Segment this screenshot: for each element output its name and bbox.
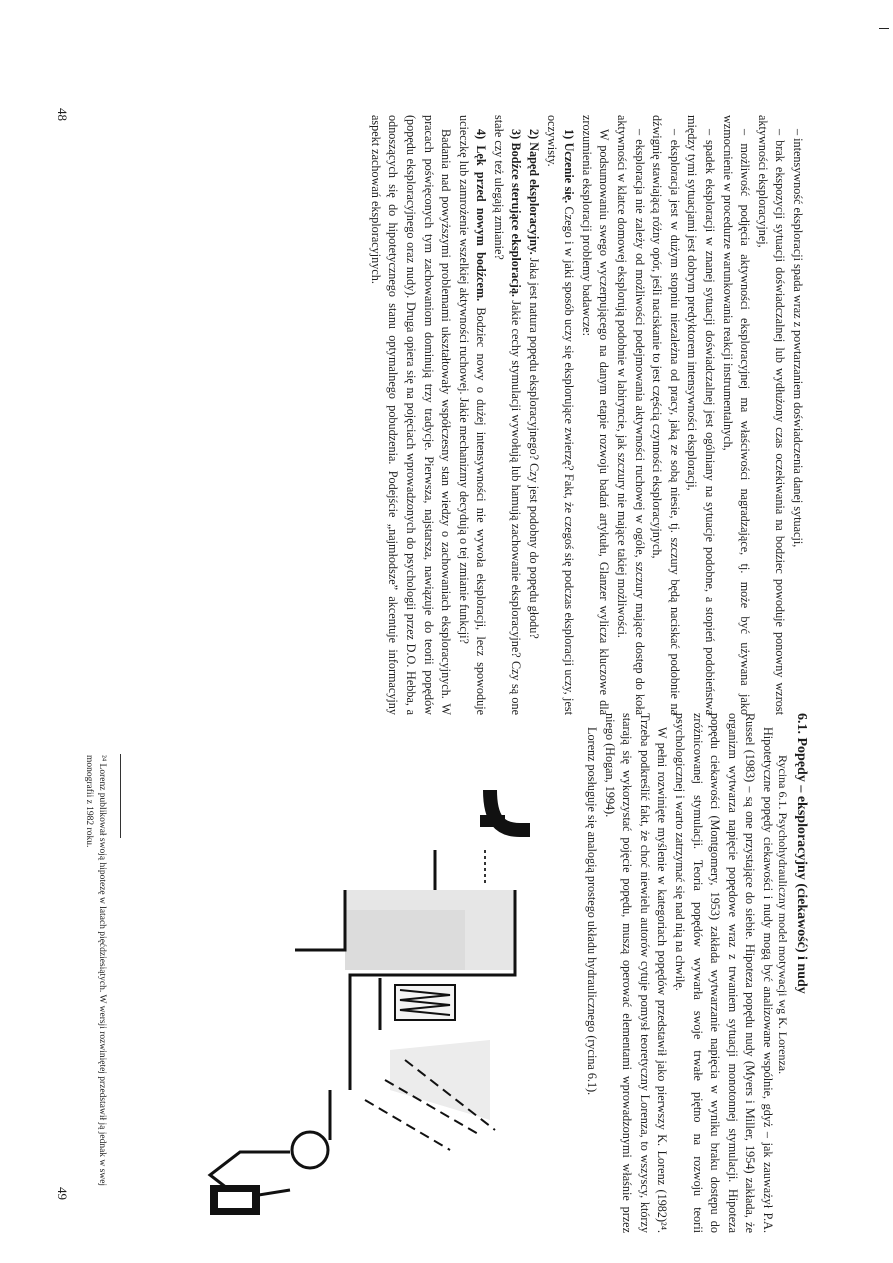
paragraph: – brak ekspozycji sytuacji doświadczalnej lub wydłużony czas oczekiwania na bodziec powoduje ponowny wzrost aktywności eksploracyjnej, bbox=[755, 115, 788, 715]
list-text: Czego i w jaki sposób uczy się eksplorujące zwierzę? Fakt, że czegoś się podczas eksploracji uczy, jest oczywisty. bbox=[544, 115, 577, 715]
list-item bbox=[489, 115, 524, 715]
pulley-weight bbox=[210, 1090, 330, 1215]
figure-caption: Rycina 6.1. Psychohydrauliczny model motywacji wg K. Lorenza. bbox=[776, 755, 790, 1075]
list-lead: Uczenie się. bbox=[562, 142, 577, 204]
list-number: 3) bbox=[509, 129, 524, 140]
list-text: Jaka jest natura popędu eksploracyjnego? Czy jest podobny do popędu głodu? bbox=[527, 254, 542, 639]
hydraulic-model-figure bbox=[150, 790, 540, 1240]
list-text: Jakie cechy stymulacji wywołują lub hamują zachowanie eksploracyjne? Czy są one stałe czy też ulegają zmianie? bbox=[491, 115, 524, 715]
spring-valve bbox=[380, 978, 455, 1030]
footnote-rule bbox=[120, 754, 121, 838]
paragraph: Badania nad powyższymi problemami ukształtowały współczesny stan wiedzy o zachowaniach eksploracyjnych. W pracach poświęconych tym zachowaniom dominują trzy tradycje. Pierwsza, najstarsza, nawiązuje do teorii popędów (popędu eksploracyjnego oraz nudy). Druga opiera się na pojęciach wprowadzonych do psychologii przez D.O. Hebba, a odnoszących się do hipotetycznego stanu optymalnego pobudzenia. Podejście „najmłodsze” akcentuje informacyjny aspekt zachowań eksploracyjnych. bbox=[368, 115, 454, 715]
paragraph: – spadek eksploracji w znanej sytuacji doświadczalnej jest ogólniany na sytuacje podobne, a stopień podobieństwa między tymi sytuacjami jest dobrym predyktorem intensywności eksploracji, bbox=[685, 115, 718, 715]
paragraph: Hipotetyczne popędy ciekawości i nudy mogą być analizowane wspólnie, gdyż – jak zauważył P.A. Russel (1983) – są one przystające do siebie. Hipoteza popędu nudy (Myers i Miller, 1954) zakłada, że organizm wytwarza napięcie popędowe wraz z trwaniem sytuacji monotonnej stymulacji. Hipoteza popędu ciekawości (Montgomery, 1953) zakłada wytwarzanie napięcia w wyniku braku dostępu do zróżnicowanej stymulacji. Teoria popędów wywarła swoje trwałe piętno na rozwoju teorii psychologicznej i warto zatrzymać się nad nią na chwilę. bbox=[673, 713, 775, 1233]
section-title: 6.1. Popędy – eksploracyjny (ciekawość) i nudy bbox=[794, 713, 809, 994]
list-number: 2) bbox=[527, 129, 542, 140]
footnote: ²⁴ Lorenz publikował swoją hipotezę w latach pięćdziesiątych. W wersji rozwiniętej przedstawił ją jednak w swej monografii z 1982 roku. bbox=[84, 755, 107, 1187]
paragraph: – eksploracja jest w dużym stopniu niezależna od pracy, jaką ze sobą niesie, tj. szczury będą naciskać podobnie na dźwignię stawiającą różny opór, jeśli naciskanie to jest częścią czynności eksploracyjnych, bbox=[650, 115, 682, 715]
list-text: Bodziec nowy o dużej intensywności nie wywoła eksploracji, lecz spowoduje ucieczkę lub zamrożenie wszelkiej aktywności ruchowej. Jakie mechanizmy decydują o tej zmianie funkcji? bbox=[456, 115, 489, 716]
list-item bbox=[454, 115, 489, 715]
left-page-text bbox=[366, 115, 806, 715]
paragraph: Lorenz posługuje się analogią prostego układu hydraulicznego (rycina 6.1). bbox=[585, 727, 600, 1096]
paragraph: – intensywność eksploracji spada wraz z powtarzaniem doświadczenia danej sytuacji, bbox=[791, 129, 805, 548]
page-number-left: 48 bbox=[55, 108, 70, 121]
list-lead: Lęk przed nowym bodźcem. bbox=[474, 145, 489, 302]
list-lead: Napęd eksploracyjny. bbox=[527, 142, 542, 255]
page-number-right: 49 bbox=[55, 1187, 70, 1200]
paragraph: W podsumowaniu swego wyczerpującego na danym etapie rozwoju badań artykułu, Glanzer wylicza kluczowe dla zrozumienia eksploracji problemy badawcze: bbox=[579, 115, 612, 715]
scan-corner-mark bbox=[879, 28, 889, 29]
list-item bbox=[525, 115, 543, 715]
outflow-spray bbox=[365, 1040, 495, 1150]
inflow-tap bbox=[480, 790, 530, 885]
list-number: 1) bbox=[562, 129, 577, 140]
list-item bbox=[542, 115, 577, 715]
paragraph: W pełni rozwinięte myślenie w kategoriach popędów przedstawił jako pierwszy K. Lorenz (1982)²⁴. Trzeba podkreślić fakt, że choć niewielu autorów cytuje pomysł teoretyczny Lorenza, to wszyscy, którzy starają się wykorzystać pojęcie popędu, muszą operować elementami wprowadzonymi właśnie przez niego (Hogan, 1994). bbox=[602, 713, 670, 1233]
paragraph: – możliwość podjęcia aktywności eksploracyjnej ma właściwości nagradzające, tj. może być używana jako wzmocnienie w procedurze warunkowania reakcji instrumentalnych, bbox=[720, 115, 753, 715]
list-lead: Bodźce sterujące eksploracją. bbox=[509, 142, 524, 297]
paragraph: – eksploracja nie zależy od możliwości podejmowania aktywności ruchowej w ogóle, szczury mające dostęp do koła aktywności w klatce domowej eksplorują podobnie w labiryncie, jak szczury nie mające takiej możliwości. bbox=[615, 115, 647, 715]
list-number: 4) bbox=[474, 129, 489, 140]
